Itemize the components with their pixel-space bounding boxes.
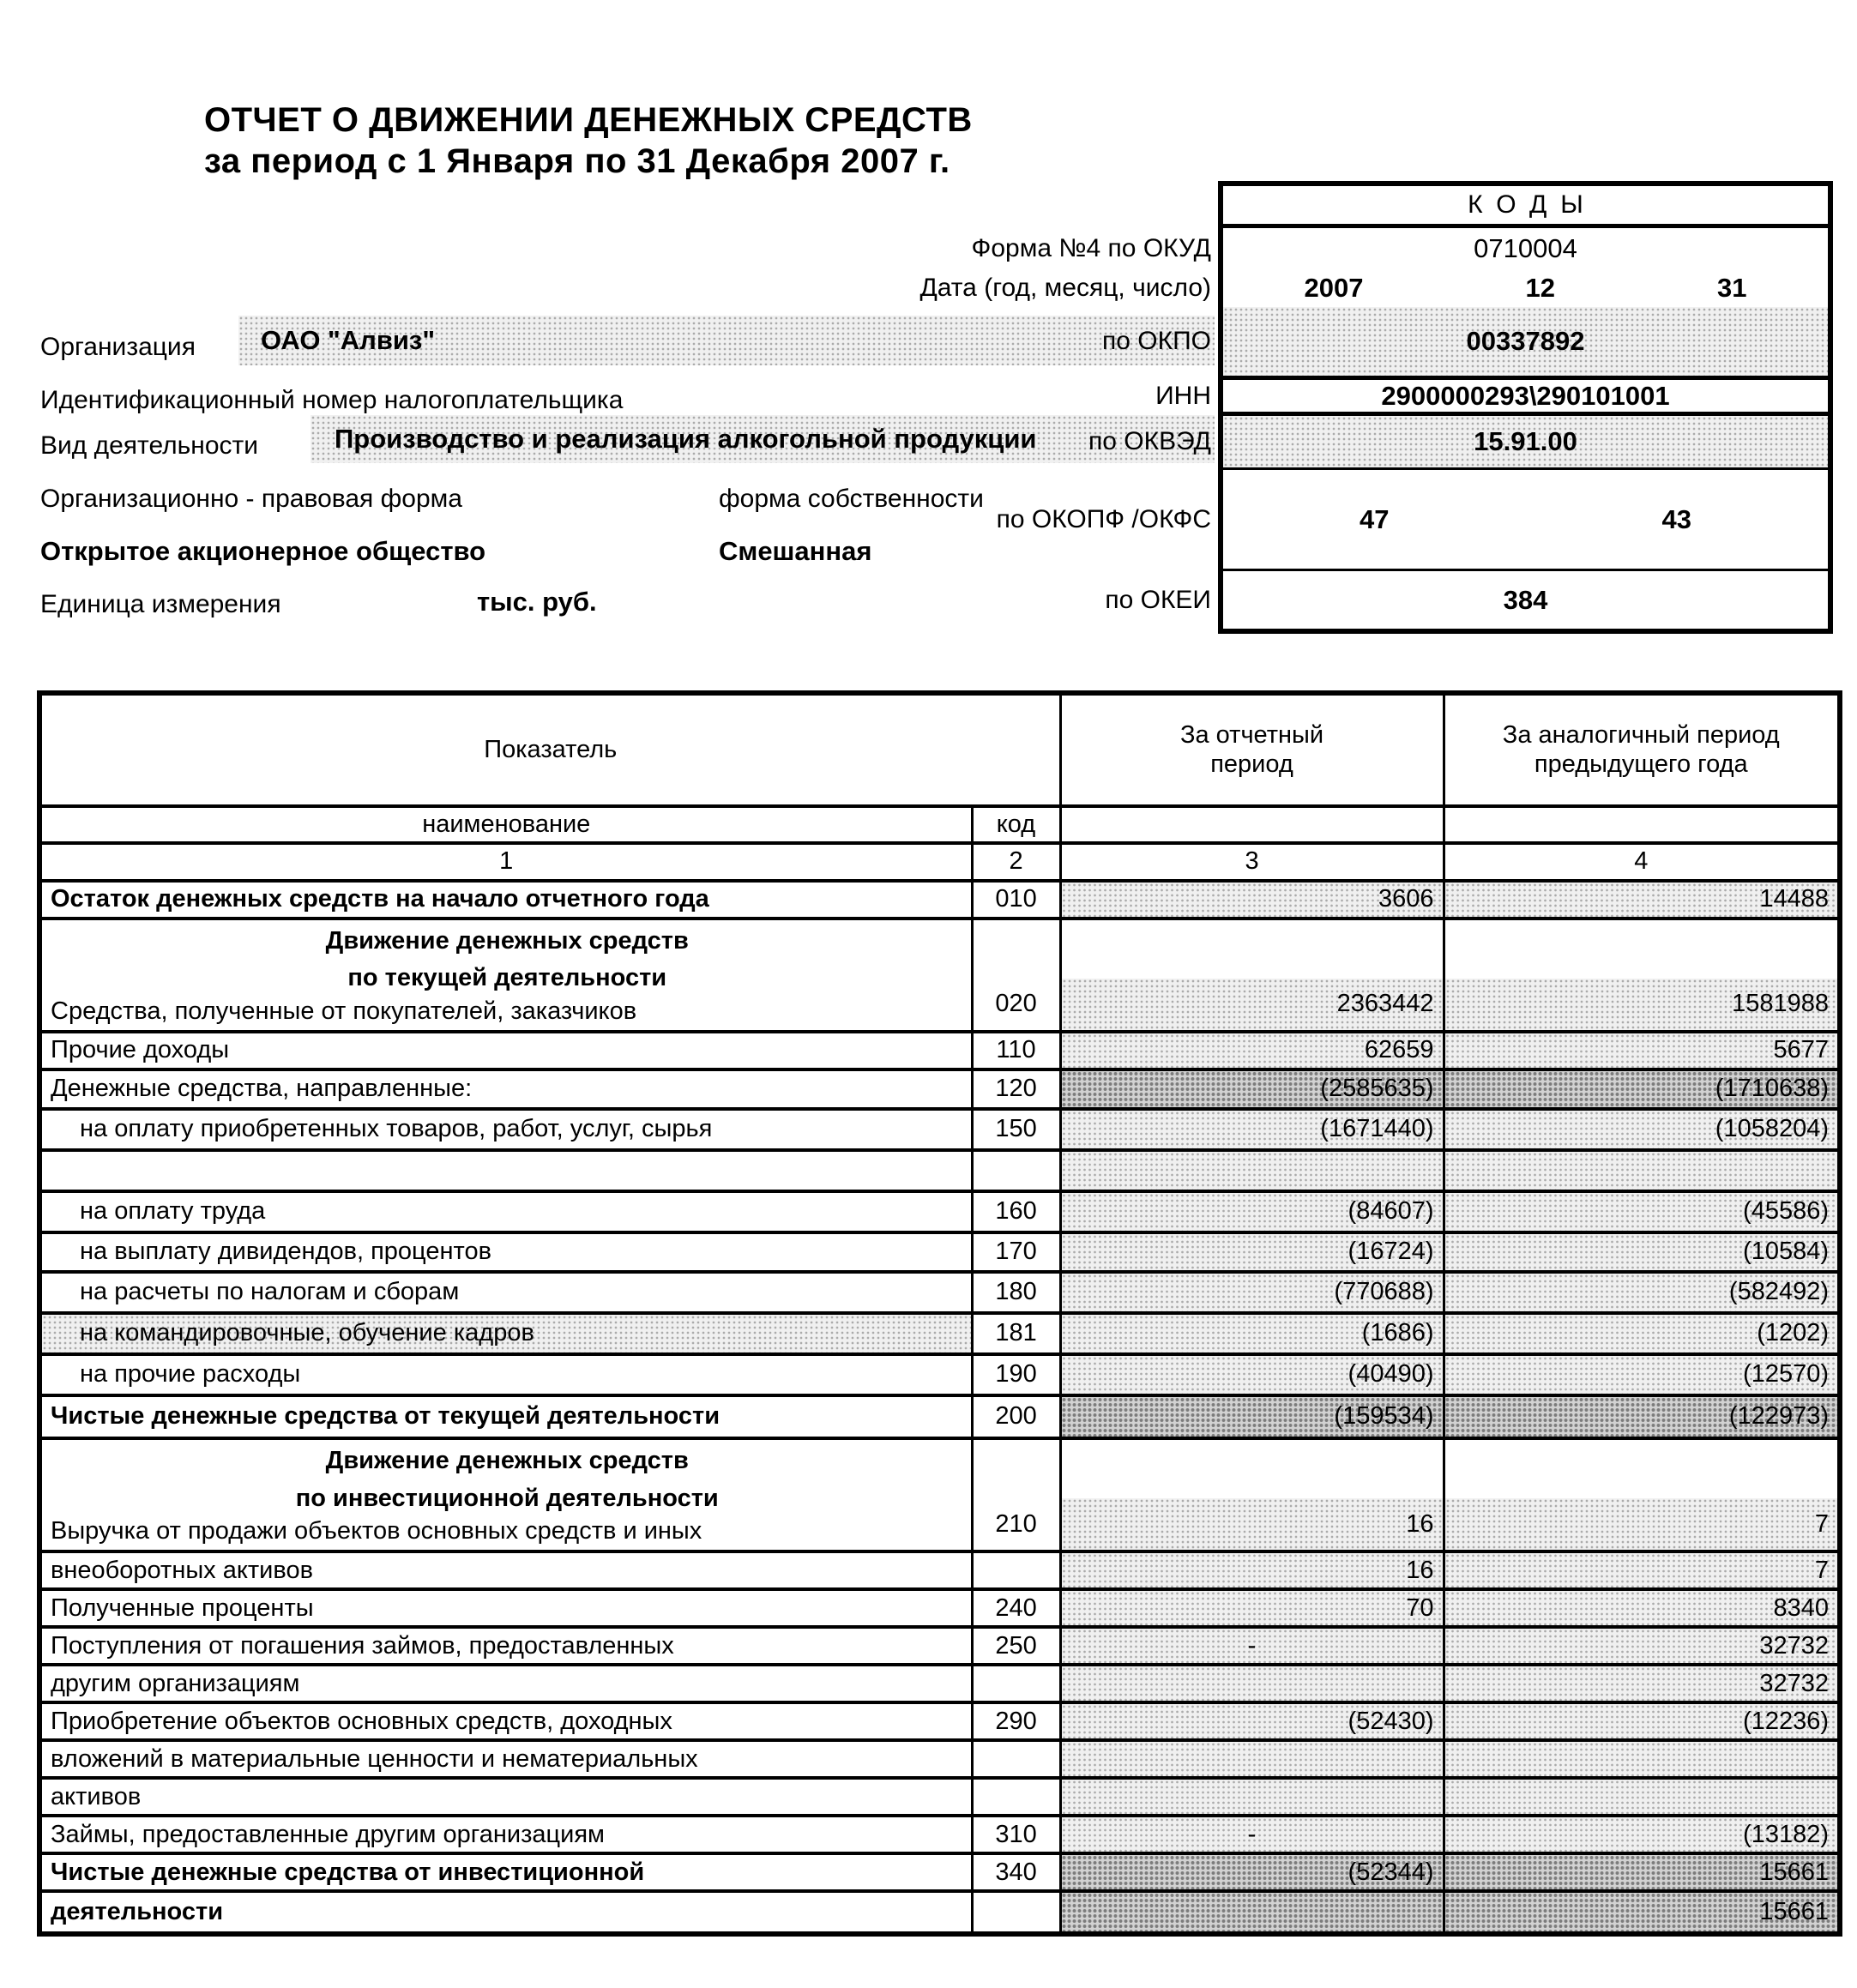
code-cell bbox=[972, 1665, 1060, 1702]
previous-value-cell: (582492) bbox=[1444, 1272, 1840, 1313]
subheader-empty bbox=[1060, 806, 1444, 843]
subheader-name: наименование bbox=[39, 806, 972, 843]
reporting-value-cell bbox=[1060, 1740, 1444, 1778]
column-number: 4 bbox=[1444, 843, 1840, 880]
codes-box-row-value: 0710004 bbox=[1474, 232, 1577, 263]
codes-box-row bbox=[1105, 569, 1828, 629]
column-number: 3 bbox=[1060, 843, 1444, 880]
reporting-value-cell: (16724) bbox=[1060, 1232, 1444, 1272]
reporting-value-cell: 2363442 bbox=[1060, 919, 1444, 1032]
code-cell: 120 bbox=[972, 1069, 1060, 1109]
previous-value-cell: 14488 bbox=[1444, 881, 1840, 919]
previous-value-cell: (12570) bbox=[1444, 1354, 1840, 1395]
indicator-name-cell: на расчеты по налогам и сборам bbox=[39, 1272, 972, 1313]
previous-value-cell bbox=[1444, 1150, 1840, 1191]
table-row bbox=[39, 1702, 1840, 1740]
code-cell: 170 bbox=[972, 1232, 1060, 1272]
organization-label: Организация bbox=[40, 333, 196, 361]
reporting-value-cell: (40490) bbox=[1060, 1354, 1444, 1395]
codes-box-header: КОДЫ bbox=[1223, 186, 1828, 228]
previous-value-cell: 32732 bbox=[1444, 1627, 1840, 1665]
code-cell: 250 bbox=[972, 1627, 1060, 1665]
code-cell: 290 bbox=[972, 1702, 1060, 1740]
activity-label: Вид деятельности bbox=[40, 431, 259, 460]
header-previous-period: За аналогичный период предыдущего года bbox=[1444, 693, 1840, 806]
activity-value: Производство и реализация алкогольной продукции bbox=[335, 424, 1037, 454]
code-cell bbox=[972, 1891, 1060, 1934]
previous-value-cell: (10584) bbox=[1444, 1232, 1840, 1272]
code-cell: 190 bbox=[972, 1354, 1060, 1395]
indicator-name-cell: активов bbox=[39, 1778, 972, 1816]
codes-box-row-label: ИНН bbox=[1155, 381, 1211, 410]
reporting-value-cell: (84607) bbox=[1060, 1191, 1444, 1232]
reporting-value-cell: (52344) bbox=[1060, 1853, 1444, 1891]
indicator-name: Средства, полученные от покупателей, заказчиков bbox=[51, 997, 637, 1025]
indicator-name-cell: вложений в материальные ценности и нематериальных bbox=[39, 1740, 972, 1778]
reporting-value-cell: 16 bbox=[1060, 1551, 1444, 1589]
table-row bbox=[39, 1551, 1840, 1589]
table-row bbox=[39, 919, 1840, 1032]
taxpayer-id-label: Идентификационный номер налогоплательщика bbox=[40, 386, 624, 414]
code-cell: 210 bbox=[972, 1438, 1060, 1551]
table-row bbox=[39, 1069, 1840, 1109]
code-cell: 150 bbox=[972, 1109, 1060, 1150]
indicator-name-cell: другим организациям bbox=[39, 1665, 972, 1702]
indicator-name-cell bbox=[39, 919, 972, 1032]
table-row bbox=[39, 1627, 1840, 1665]
indicator-name-cell: Поступления от погашения займов, предоставленных bbox=[39, 1627, 972, 1665]
section-header: Движение денежных средств по текущей деятельности bbox=[325, 926, 689, 992]
codes-box-row-label: Дата (год, месяц, число) bbox=[919, 273, 1211, 302]
table-row bbox=[39, 1150, 1840, 1191]
code-cell: 340 bbox=[972, 1853, 1060, 1891]
previous-value-cell bbox=[1444, 1778, 1840, 1816]
indicator-name-cell: Полученные проценты bbox=[39, 1589, 972, 1627]
indicator-name: Выручка от продажи объектов основных средств и иных bbox=[51, 1517, 702, 1545]
column-numbers-row bbox=[39, 843, 1840, 880]
indicator-name-cell: деятельности bbox=[39, 1891, 972, 1934]
table-row bbox=[39, 1438, 1840, 1551]
previous-value-cell: (12236) bbox=[1444, 1702, 1840, 1740]
reporting-value-cell: 3606 bbox=[1060, 881, 1444, 919]
codes-box-row bbox=[971, 228, 1828, 268]
reporting-value-cell: - bbox=[1060, 1816, 1444, 1853]
codes-box-row-label: Форма №4 по ОКУД bbox=[971, 233, 1211, 262]
previous-value-cell: 8340 bbox=[1444, 1589, 1840, 1627]
reporting-value-cell: 62659 bbox=[1060, 1032, 1444, 1069]
report-title-line2: за период с 1 Января по 31 Декабря 2007 г. bbox=[204, 142, 950, 180]
unit-label: Единица измерения bbox=[40, 590, 281, 618]
legal-form-value: Открытое акционерное общество bbox=[40, 536, 486, 566]
indicator-name-cell: на оплату приобретенных товаров, работ, услуг, сырья bbox=[39, 1109, 972, 1150]
table-row bbox=[39, 1891, 1840, 1934]
code-cell: 010 bbox=[972, 881, 1060, 919]
codes-box-row-value: 47 bbox=[1360, 503, 1390, 534]
previous-value-cell: 7 bbox=[1444, 1551, 1840, 1589]
unit-value: тыс. руб. bbox=[477, 587, 597, 617]
codes-box-row-label: по ОКПО bbox=[1102, 327, 1211, 355]
indicator-name-cell: Остаток денежных средств на начало отчетного года bbox=[39, 881, 972, 919]
codes-box-row bbox=[1155, 376, 1828, 416]
previous-value-cell bbox=[1444, 1740, 1840, 1778]
previous-value-cell: 15661 bbox=[1444, 1853, 1840, 1891]
indicator-name-cell: Чистые денежные средства от инвестиционной bbox=[39, 1853, 972, 1891]
code-cell: 180 bbox=[972, 1272, 1060, 1313]
code-cell bbox=[972, 1551, 1060, 1589]
previous-value-cell: (1202) bbox=[1444, 1313, 1840, 1354]
subheader-empty bbox=[1444, 806, 1840, 843]
table-row bbox=[39, 1232, 1840, 1272]
previous-value-cell: (45586) bbox=[1444, 1191, 1840, 1232]
reporting-value-cell: - bbox=[1060, 1627, 1444, 1665]
codes-box-row-value: 15.91.00 bbox=[1474, 426, 1577, 456]
code-cell: 160 bbox=[972, 1191, 1060, 1232]
header-reporting-period: За отчетный период bbox=[1060, 693, 1444, 806]
ownership-form-label: форма собственности bbox=[719, 485, 984, 513]
indicator-name-cell: Приобретение объектов основных средств, доходных bbox=[39, 1702, 972, 1740]
codes-box-row-label: по ОКЕИ bbox=[1105, 585, 1211, 614]
code-cell: 240 bbox=[972, 1589, 1060, 1627]
table-row bbox=[39, 1740, 1840, 1778]
previous-value-cell: 15661 bbox=[1444, 1891, 1840, 1934]
section-header: Движение денежных средств по инвестиционной деятельности bbox=[295, 1447, 719, 1512]
codes-box-row-value: 00337892 bbox=[1466, 326, 1585, 356]
codes-box-row bbox=[919, 268, 1828, 307]
indicator-name-cell: Чистые денежные средства от текущей деятельности bbox=[39, 1395, 972, 1438]
codes-box bbox=[919, 181, 1833, 634]
indicator-name-cell: Прочие доходы bbox=[39, 1032, 972, 1069]
previous-value-cell: (122973) bbox=[1444, 1395, 1840, 1438]
codes-box-row bbox=[1102, 307, 1828, 376]
reporting-value-cell bbox=[1060, 1665, 1444, 1702]
previous-value-cell: 7 bbox=[1444, 1438, 1840, 1551]
code-cell bbox=[972, 1150, 1060, 1191]
reporting-value-cell: (770688) bbox=[1060, 1272, 1444, 1313]
codes-box-row-value: 31 bbox=[1716, 272, 1747, 303]
ownership-form-value: Смешанная bbox=[719, 536, 872, 566]
legal-form-label: Организационно - правовая форма bbox=[40, 485, 462, 513]
column-number: 2 bbox=[972, 843, 1060, 880]
codes-box-row-value: 2900000293\290101001 bbox=[1381, 380, 1670, 411]
table-subheader-row bbox=[39, 806, 1840, 843]
codes-box-row-value: 12 bbox=[1525, 272, 1555, 303]
codes-box-row-label: по ОКВЭД bbox=[1088, 427, 1211, 455]
code-cell: 200 bbox=[972, 1395, 1060, 1438]
previous-value-cell: (13182) bbox=[1444, 1816, 1840, 1853]
indicator-name-cell: на прочие расходы bbox=[39, 1354, 972, 1395]
table-header-row bbox=[39, 693, 1840, 806]
reporting-value-cell: (1686) bbox=[1060, 1313, 1444, 1354]
organization-value: ОАО "Алвиз" bbox=[261, 325, 436, 355]
indicator-name-cell: на выплату дивидендов, процентов bbox=[39, 1232, 972, 1272]
table-row bbox=[39, 1853, 1840, 1891]
reporting-value-cell bbox=[1060, 1891, 1444, 1934]
report-title-line1: ОТЧЕТ О ДВИЖЕНИИ ДЕНЕЖНЫХ СРЕДСТВ bbox=[204, 101, 973, 139]
previous-value-cell: 32732 bbox=[1444, 1665, 1840, 1702]
indicator-name-cell: внеоборотных активов bbox=[39, 1551, 972, 1589]
reporting-value-cell: 16 bbox=[1060, 1438, 1444, 1551]
indicator-name-cell bbox=[39, 1438, 972, 1551]
codes-box-row bbox=[996, 467, 1828, 569]
table-row bbox=[39, 1354, 1840, 1395]
indicator-name-cell: на командировочные, обучение кадров bbox=[39, 1313, 972, 1354]
code-cell: 110 bbox=[972, 1032, 1060, 1069]
cash-flow-table-body bbox=[39, 693, 1840, 1934]
code-cell: 020 bbox=[972, 919, 1060, 1032]
previous-value-cell: 1581988 bbox=[1444, 919, 1840, 1032]
codes-box-row bbox=[1088, 416, 1828, 467]
table-row bbox=[39, 1109, 1840, 1150]
reporting-value-cell: (2585635) bbox=[1060, 1069, 1444, 1109]
reporting-value-cell: (52430) bbox=[1060, 1702, 1444, 1740]
indicator-name-cell bbox=[39, 1150, 972, 1191]
header-indicator: Показатель bbox=[39, 693, 1060, 806]
table-row bbox=[39, 1272, 1840, 1313]
reporting-value-cell bbox=[1060, 1150, 1444, 1191]
table-row bbox=[39, 881, 1840, 919]
cash-flow-table bbox=[37, 690, 1842, 1937]
reporting-value-cell bbox=[1060, 1778, 1444, 1816]
column-number: 1 bbox=[39, 843, 972, 880]
codes-box-row-label: по ОКОПФ /ОКФС bbox=[996, 504, 1211, 533]
reporting-value-cell: 70 bbox=[1060, 1589, 1444, 1627]
table-row bbox=[39, 1191, 1840, 1232]
code-cell: 310 bbox=[972, 1816, 1060, 1853]
reporting-value-cell: (159534) bbox=[1060, 1395, 1444, 1438]
previous-value-cell: (1710638) bbox=[1444, 1069, 1840, 1109]
previous-value-cell: 5677 bbox=[1444, 1032, 1840, 1069]
table-row bbox=[39, 1778, 1840, 1816]
codes-box-row-value: 2007 bbox=[1304, 272, 1364, 303]
code-cell: 181 bbox=[972, 1313, 1060, 1354]
indicator-name-cell: Займы, предоставленные другим организациям bbox=[39, 1816, 972, 1853]
table-row bbox=[39, 1313, 1840, 1354]
subheader-code: код bbox=[972, 806, 1060, 843]
table-row bbox=[39, 1816, 1840, 1853]
indicator-name-cell: на оплату труда bbox=[39, 1191, 972, 1232]
reporting-value-cell: (1671440) bbox=[1060, 1109, 1444, 1150]
table-row bbox=[39, 1032, 1840, 1069]
code-cell bbox=[972, 1740, 1060, 1778]
table-row bbox=[39, 1665, 1840, 1702]
codes-box-row-value: 384 bbox=[1503, 584, 1548, 615]
code-cell bbox=[972, 1778, 1060, 1816]
table-row bbox=[39, 1395, 1840, 1438]
table-row bbox=[39, 1589, 1840, 1627]
codes-box-row-value: 43 bbox=[1661, 503, 1691, 534]
previous-value-cell: (1058204) bbox=[1444, 1109, 1840, 1150]
indicator-name-cell: Денежные средства, направленные: bbox=[39, 1069, 972, 1109]
